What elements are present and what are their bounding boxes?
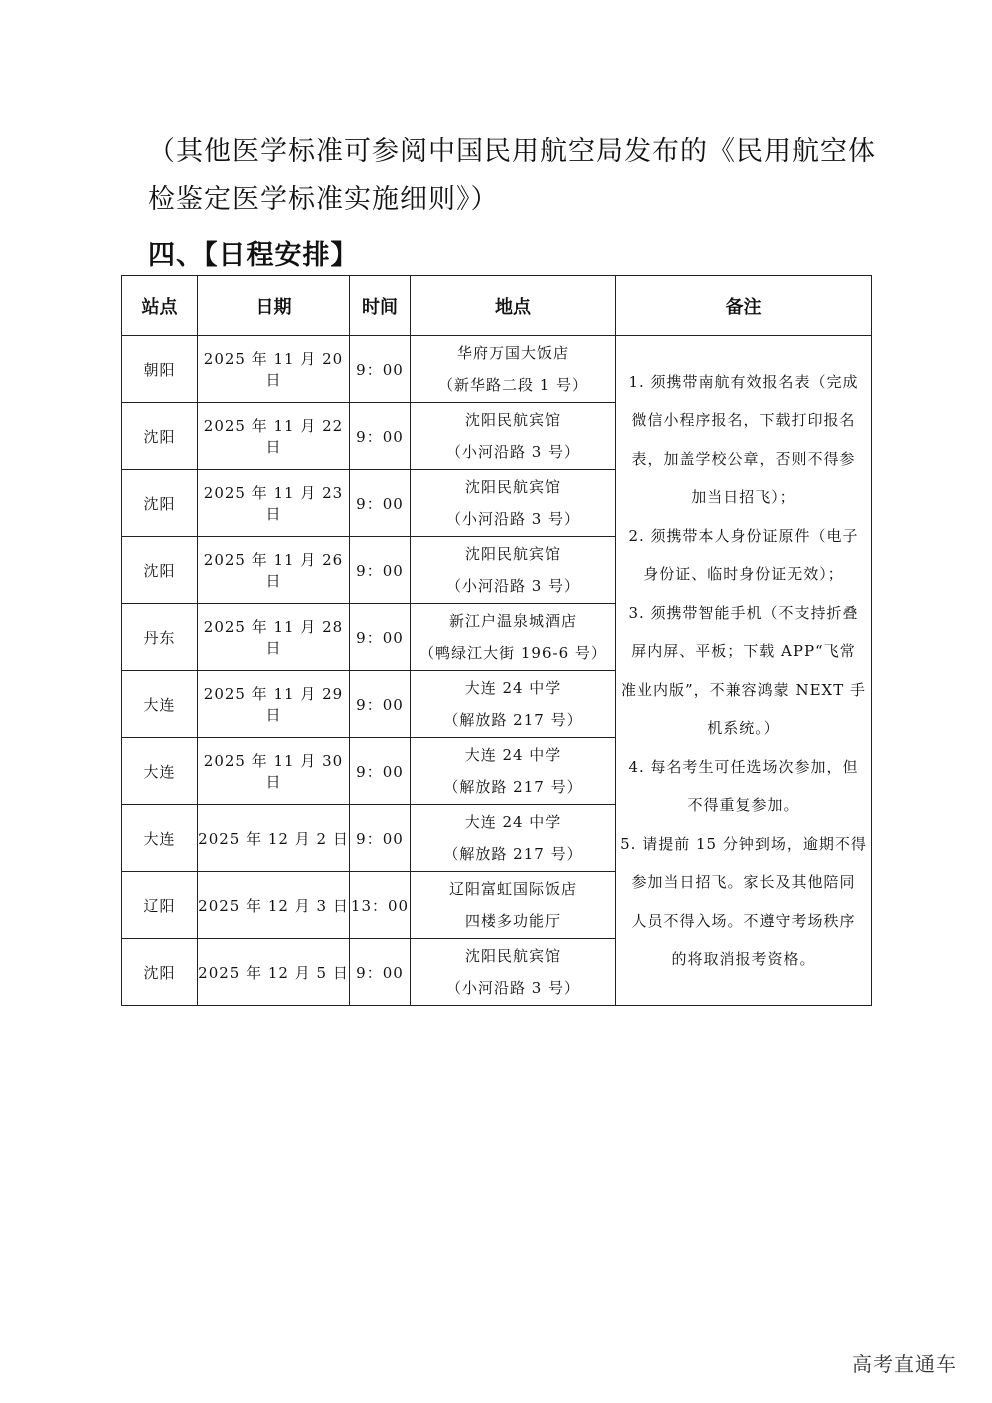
cell-time: 9：00 xyxy=(350,336,411,403)
cell-date: 2025 年 12 月 3 日 xyxy=(198,872,350,939)
cell-station: 辽阳 xyxy=(122,872,198,939)
schedule-table xyxy=(121,275,872,1006)
cell-station: 沈阳 xyxy=(122,470,198,537)
header-time: 时间 xyxy=(350,276,411,336)
remarks-line: 机系统。） xyxy=(707,719,780,737)
cell-location xyxy=(411,403,616,470)
remarks-line: 微信小程序报名，下载打印报名 xyxy=(631,411,856,429)
table-header-row xyxy=(122,276,872,336)
table-body xyxy=(122,336,872,1006)
cell-date: 2025 年 11 月 23 日 xyxy=(198,470,350,537)
location-address: （小河沿路 3 号） xyxy=(445,510,581,528)
cell-time: 9：00 xyxy=(350,604,411,671)
cell-station: 丹东 xyxy=(122,604,198,671)
remarks-line: 4. 每名考生可任选场次参加，但 xyxy=(628,757,859,776)
cell-time: 9：00 xyxy=(350,537,411,604)
cell-location xyxy=(411,470,616,537)
cell-time: 9：00 xyxy=(350,470,411,537)
location-name: 华府万国大饭店 xyxy=(456,344,569,362)
remarks-line: 准业内版”，不兼容鸿蒙 NEXT 手 xyxy=(621,680,866,699)
location-address: （小河沿路 3 号） xyxy=(445,443,581,461)
cell-location xyxy=(411,805,616,872)
location-address: （解放路 217 号） xyxy=(443,778,583,796)
intro-line-1: （其他医学标准可参阅中国民用航空局发布的《民用航空体 xyxy=(148,136,876,167)
cell-remarks xyxy=(616,336,872,1006)
cell-date: 2025 年 11 月 20 日 xyxy=(198,336,350,403)
remarks-line: 2. 须携带本人身份证原件（电子 xyxy=(628,526,859,545)
cell-date: 2025 年 12 月 2 日 xyxy=(198,805,350,872)
location-name: 沈阳民航宾馆 xyxy=(464,545,561,563)
remarks-line: 参加当日招飞。家长及其他陪同 xyxy=(631,873,856,891)
remarks-line: 人员不得入场。不遵守考场秩序 xyxy=(631,911,856,930)
remarks-line: 表，加盖学校公章，否则不得参 xyxy=(631,449,856,468)
cell-location xyxy=(411,738,616,805)
location-name: 沈阳民航宾馆 xyxy=(464,411,561,429)
location-address: （新华路二段 1 号） xyxy=(437,376,589,394)
location-address: （小河沿路 3 号） xyxy=(445,577,581,595)
location-name: 大连 24 中学 xyxy=(464,679,562,697)
cell-date: 2025 年 11 月 22 日 xyxy=(198,403,350,470)
intro-line-2: 检鉴定医学标准实施细则》） xyxy=(148,184,499,215)
location-address: （小河沿路 3 号） xyxy=(445,979,581,997)
cell-date: 2025 年 12 月 5 日 xyxy=(198,939,350,1006)
cell-location xyxy=(411,537,616,604)
cell-time: 9：00 xyxy=(350,939,411,1006)
cell-time: 9：00 xyxy=(350,805,411,872)
remarks-line: 的将取消报考资格。 xyxy=(671,950,816,968)
cell-station: 大连 xyxy=(122,738,198,805)
header-remarks: 备注 xyxy=(616,276,872,336)
cell-time: 9：00 xyxy=(350,738,411,805)
cell-station: 沈阳 xyxy=(122,537,198,604)
cell-time: 9：00 xyxy=(350,671,411,738)
header-location: 地点 xyxy=(411,276,616,336)
cell-location xyxy=(411,939,616,1006)
cell-location xyxy=(411,671,616,738)
table-row xyxy=(122,336,872,403)
remarks-line: 3. 须携带智能手机（不支持折叠 xyxy=(628,603,859,622)
header-date: 日期 xyxy=(198,276,350,336)
cell-date: 2025 年 11 月 30 日 xyxy=(198,738,350,805)
location-name: 沈阳民航宾馆 xyxy=(464,478,561,496)
remarks-line: 屏内屏、平板；下载 APP“飞常 xyxy=(631,642,856,660)
location-address: 四楼多功能厅 xyxy=(464,912,561,930)
location-name: 大连 24 中学 xyxy=(464,813,562,831)
cell-station: 朝阳 xyxy=(122,336,198,403)
cell-station: 沈阳 xyxy=(122,939,198,1006)
cell-location xyxy=(411,336,616,403)
cell-date: 2025 年 11 月 29 日 xyxy=(198,671,350,738)
location-name: 沈阳民航宾馆 xyxy=(464,947,561,965)
remarks-line: 1. 须携带南航有效报名表（完成 xyxy=(628,372,859,391)
section-heading: 四、【日程安排】 xyxy=(148,240,359,271)
cell-station: 大连 xyxy=(122,805,198,872)
cell-time: 13：00 xyxy=(350,872,411,939)
cell-location xyxy=(411,872,616,939)
cell-location xyxy=(411,604,616,671)
remarks-line: 5. 请提前 15 分钟到场，逾期不得 xyxy=(620,834,867,853)
cell-station: 沈阳 xyxy=(122,403,198,470)
remarks-line: 加当日招飞）； xyxy=(691,488,796,506)
cell-time: 9：00 xyxy=(350,403,411,470)
cell-date: 2025 年 11 月 28 日 xyxy=(198,604,350,671)
location-address: （解放路 217 号） xyxy=(443,845,583,863)
remarks-line: 身份证、临时身份证无效）； xyxy=(643,565,844,583)
location-name: 辽阳富虹国际饭店 xyxy=(448,880,577,898)
cell-date: 2025 年 11 月 26 日 xyxy=(198,537,350,604)
intro-paragraph xyxy=(148,128,876,224)
watermark: 高考直通车 xyxy=(852,1352,957,1376)
header-station: 站点 xyxy=(122,276,198,336)
location-address: （鸭绿江大街 196-6 号） xyxy=(419,644,607,662)
location-address: （解放路 217 号） xyxy=(443,711,583,729)
remarks-line: 不得重复参加。 xyxy=(687,796,800,814)
location-name: 大连 24 中学 xyxy=(464,746,562,764)
cell-station: 大连 xyxy=(122,671,198,738)
location-name: 新江户温泉城酒店 xyxy=(448,612,577,630)
